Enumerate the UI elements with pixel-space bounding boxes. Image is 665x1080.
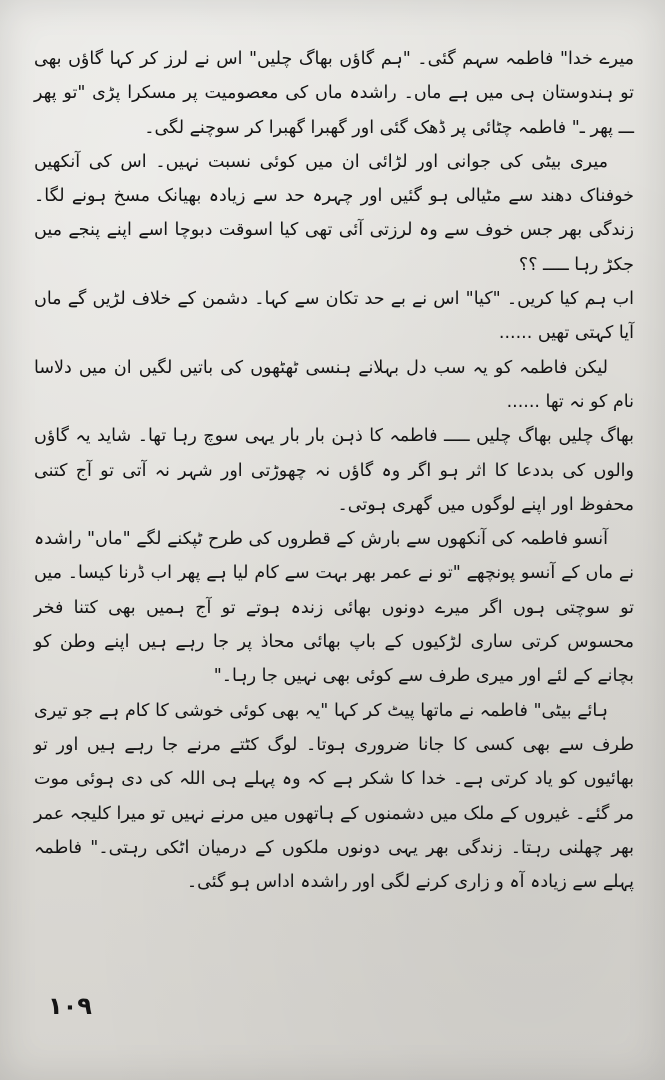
paragraph-7: ہائے بیٹی" فاطمہ نے ماتھا پیٹ کر کہا "یہ بھی کوئی خوشی کا کام ہے جو تیری طرف سے بھی کسی کا جانا ضروری ہوتا۔ لوگ کٹتے مرنے جا رہے ہیں اور تو بھائیوں کو یاد کرتی ہے۔ خدا کا شکر ہے کہ وہ پہلے ہی اللہ کی دی ہوئی موت مر گئے۔ غیروں کے ملک میں دشمنوں کے ہاتھوں میں مرنے نہیں تو میرا کلیجہ عمر بھر چھلنی رہتا۔ زندگی بھر یہی دونوں ملکوں کے درمیان اٹکی رہتی۔" فاطمہ پہلے سے زیادہ آہ و زاری کرنے لگی اور راشدہ اداس ہو گئی۔ — [34, 700, 634, 893]
paragraph-3: اب ہم کیا کریں۔ "کیا" اس نے بے حد تکان سے کہا۔ دشمن کے خلاف لڑیں گے ماں آیا کہتی تھیں ...... — [34, 289, 634, 344]
paragraph-5: بھاگ چلیں بھاگ چلیں ـــــ فاطمہ کا ذہن بار بار یہی سوچ رہا تھا۔ شاید یہ گاؤں والوں کی بددعا کا اثر ہو اگر وہ گاؤں نہ چھوڑتی اور شہر نہ آتی تو آج کتنی محفوظ اور اپنے لوگوں میں گھری ہوتی۔ — [34, 426, 634, 515]
paragraph-1: میرے خدا" فاطمہ سہم گئی۔ "ہم گاؤں بھاگ چلیں" اس نے لرز کر کہا گاؤں بھی تو ہندوستان ہی میں ہے ماں۔ راشدہ ماں کی معصومیت پر مسکرا پڑی "تو پھر ـــ پھر ـ" فاطمہ چٹائی پر ڈھک گئی اور گھبرا گھبرا کر سوچنے لگی۔ — [34, 49, 634, 138]
page-body-text — [34, 42, 634, 899]
page-number: ١٠٩ — [48, 992, 92, 1020]
paragraph-2: میری بیٹی کی جوانی اور لڑائی ان میں کوئی نسبت نہیں۔ اس کی آنکھیں خوفناک دھند سے مٹیالی ہو گئیں اور چہرہ حد سے زیادہ بھیانک مسخ ہونے لگا۔ زندگی بھر جس خوف سے وہ لرزتی آئی تھی کیا اسوقت دبوچا اسے اپنے پنجے میں جکڑ رہا ـــــ ؟؟ — [34, 151, 634, 275]
paragraph-4: لیکن فاطمہ کو یہ سب دل بہلانے ہنسی ٹھٹھوں کی باتیں لگیں ان میں دلاسا نام کو نہ تھا ...... — [34, 357, 634, 412]
paragraph-6: آنسو فاطمہ کی آنکھوں سے بارش کے قطروں کی طرح ٹپکنے لگے "ماں" راشدہ نے ماں کے آنسو پونچھے "تو نے عمر بھر بہت سے کام لیا ہے پھر اب ڈرنا کیسا۔ میں تو سوچتی ہوں اگر میرے دونوں بھائی زندہ ہوتے تو آج ہمیں بھی کتنا فخر محسوس کرتی ساری لڑکیوں کے باپ بھائی محاذ پر جا رہے ہیں اپنے وطن کو بچانے کے لئے اور میری طرف سے کوئی بھی نہیں جا رہا۔" — [34, 529, 634, 687]
